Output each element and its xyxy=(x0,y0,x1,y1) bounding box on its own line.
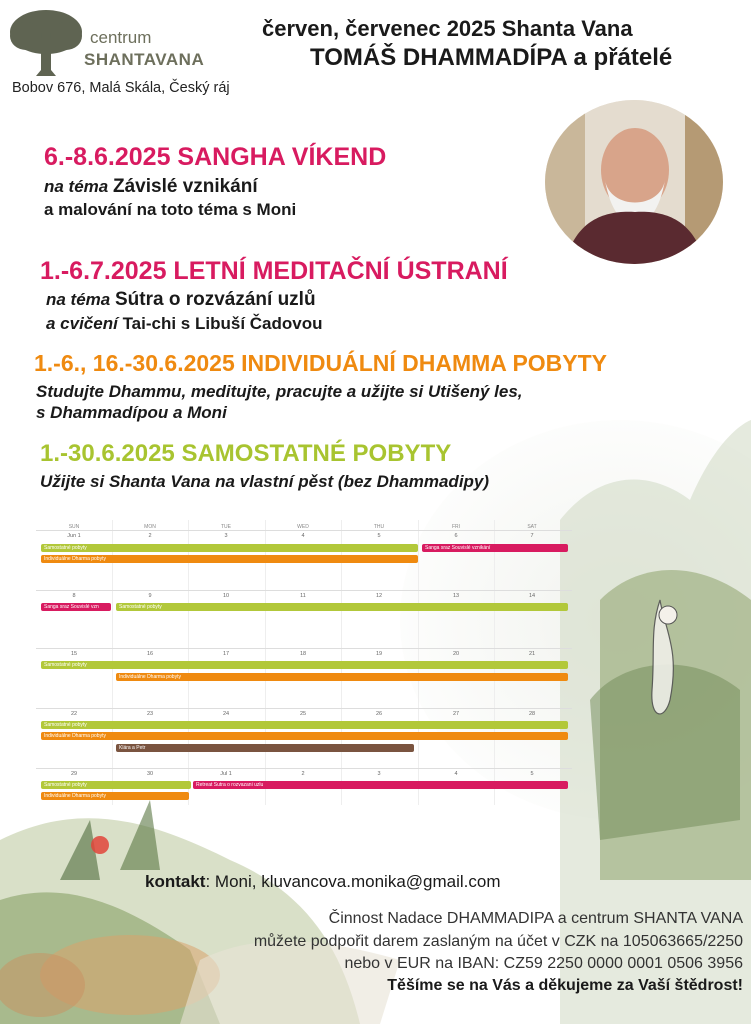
calendar-event-retreat[interactable]: Retreat Sutra o rozvazani uzlu xyxy=(193,781,568,789)
calendar-event-solo[interactable]: Samostatné pobyty xyxy=(116,603,568,611)
calendar-date: 6 xyxy=(454,533,458,539)
calendar-event-sangha[interactable]: Sanga sraz Souvislé vzn xyxy=(41,603,111,611)
calendar-date: 23 xyxy=(146,711,154,717)
calendar-event-solo[interactable]: Samostatné pobyty xyxy=(41,661,568,669)
event-title-retreat: 1.-6.7.2025 LETNÍ MEDITAČNÍ ÚSTRANÍ xyxy=(40,257,508,285)
weekday-header: MON xyxy=(144,524,156,530)
calendar-date: 30 xyxy=(146,771,154,777)
calendar-week-2 xyxy=(36,590,572,648)
calendar-date: 27 xyxy=(452,711,460,717)
calendar-date: 3 xyxy=(377,771,381,777)
calendar-week-5 xyxy=(36,768,572,805)
contact-line xyxy=(145,872,501,892)
event-solo-line1 xyxy=(40,472,489,492)
teacher-photo xyxy=(545,100,723,264)
calendar-date: 4 xyxy=(301,533,305,539)
weekday-header: THU xyxy=(373,524,385,530)
event-title-individual: 1.-6., 16.-30.6.2025 INDIVIDUÁLNÍ DHAMMA POBYTY xyxy=(34,350,608,376)
event-sangha-topic xyxy=(44,176,258,198)
event-retreat-exercise-text: Tai-chi s Libuší Čadovou xyxy=(122,314,323,333)
calendar-date: 4 xyxy=(454,771,458,777)
event-retreat-exercise-prefix: a cvičení xyxy=(46,314,118,333)
weekday-header: FRI xyxy=(451,524,461,530)
calendar-date: 19 xyxy=(375,651,383,657)
footer-line-2: můžete podpořit darem zaslaným na účet v CZK na 105063665/2250 xyxy=(253,933,743,950)
contact-email[interactable]: : Moni, kluvancova.monika@gmail.com xyxy=(205,872,501,891)
calendar-event-individual[interactable]: Individuálne Dharma pobyty xyxy=(41,792,189,800)
page-title-date: červen, červenec 2025 Shanta Vana xyxy=(262,16,633,41)
logo-text-shantavana: SHANTAVANA xyxy=(84,50,205,69)
calendar-event-klara[interactable]: Klára a Petr xyxy=(116,744,414,752)
calendar-date: 3 xyxy=(224,533,228,539)
calendar-date: 28 xyxy=(528,711,536,717)
calendar-date: 18 xyxy=(299,651,307,657)
event-individual-line1-text: Studujte Dhammu, meditujte, pracujte a užijte si Utišený les, xyxy=(36,382,523,401)
calendar-date: 7 xyxy=(530,533,534,539)
calendar-event-solo[interactable]: Samostatné pobyty xyxy=(41,721,568,729)
calendar-event-solo[interactable]: Samostatné pobyty xyxy=(41,781,191,789)
weekday-header: SAT xyxy=(527,524,537,530)
event-sangha-topic-text: Závislé vznikání xyxy=(112,176,258,197)
calendar-date: Jun 1 xyxy=(67,533,81,539)
calendar-date: Jul 1 xyxy=(220,771,232,777)
calendar-date: 2 xyxy=(301,771,305,777)
calendar-week-3 xyxy=(36,648,572,708)
event-retreat-topic-prefix: na téma xyxy=(46,290,111,309)
calendar-date: 24 xyxy=(222,711,230,717)
event-title-sangha: 6.-8.6.2025 SANGHA VÍKEND xyxy=(44,143,387,171)
contact-label: kontakt xyxy=(145,872,206,891)
calendar-date: 5 xyxy=(377,533,381,539)
calendar-date: 20 xyxy=(452,651,460,657)
calendar-date: 14 xyxy=(528,593,536,599)
calendar-date: 21 xyxy=(528,651,536,657)
calendar xyxy=(36,520,572,805)
event-retreat-topic-text: Sútra o rozvázání uzlů xyxy=(114,289,316,310)
calendar-date: 2 xyxy=(148,533,152,539)
calendar-date: 16 xyxy=(146,651,154,657)
calendar-event-sangha[interactable]: Sanga sraz Souvislé vznikání xyxy=(422,544,568,552)
tree-logo-icon xyxy=(6,6,86,80)
calendar-date: 25 xyxy=(299,711,307,717)
page-title-teacher: TOMÁŠ DHAMMADÍPA a přátelé xyxy=(310,44,673,71)
footer-line-1: Činnost Nadace DHAMMADIPA a centrum SHANTA VANA xyxy=(328,910,743,927)
footer-thanks: Těšíme se na Vás a děkujeme za Vaší štědrost! xyxy=(387,977,743,994)
weekday-header: SUN xyxy=(68,524,80,530)
calendar-date: 11 xyxy=(300,593,306,599)
calendar-date: 22 xyxy=(70,711,78,717)
calendar-week-1 xyxy=(36,530,572,590)
calendar-date: 17 xyxy=(222,651,230,657)
calendar-date: 29 xyxy=(70,771,78,777)
event-retreat-topic xyxy=(46,289,316,311)
calendar-event-individual[interactable]: Individuálne Dharma pobyty xyxy=(41,555,418,563)
calendar-week-4 xyxy=(36,708,572,768)
weekday-header: WED xyxy=(297,524,309,530)
calendar-date: 9 xyxy=(148,593,152,599)
calendar-date: 10 xyxy=(222,593,230,599)
calendar-date: 12 xyxy=(375,593,383,599)
calendar-event-individual[interactable]: Individuálne Dharma pobyty xyxy=(116,673,568,681)
calendar-date: 26 xyxy=(375,711,383,717)
event-individual-line2-text: s Dhammadípou a Moni xyxy=(36,403,227,422)
event-retreat-exercise xyxy=(46,314,323,334)
footer-line-3: nebo v EUR na IBAN: CZ59 2250 0000 0001 0506 3956 xyxy=(344,955,743,972)
event-sangha-desc: a malování na toto téma s Moni xyxy=(44,200,297,219)
logo-text-centrum: centrum xyxy=(90,28,152,47)
calendar-date: 13 xyxy=(452,593,460,599)
event-individual-line1 xyxy=(36,382,523,402)
weekday-header: TUE xyxy=(221,524,231,530)
event-solo-line1-text: Užijte si Shanta Vana na vlastní pěst (bez Dhammadipy) xyxy=(40,472,490,491)
calendar-date: 5 xyxy=(530,771,534,777)
calendar-date: 15 xyxy=(70,651,78,657)
calendar-date: 8 xyxy=(72,593,76,599)
event-individual-line2 xyxy=(36,403,227,423)
event-title-solo: 1.-30.6.2025 SAMOSTATNÉ POBYTY xyxy=(40,440,452,467)
address: Bobov 676, Malá Skála, Český ráj xyxy=(12,80,230,96)
event-sangha-topic-prefix: na téma xyxy=(44,177,109,196)
calendar-event-solo[interactable]: Samostatné pobyty xyxy=(41,544,418,552)
calendar-event-individual[interactable]: Individuálne Dharma pobyty xyxy=(41,732,568,740)
